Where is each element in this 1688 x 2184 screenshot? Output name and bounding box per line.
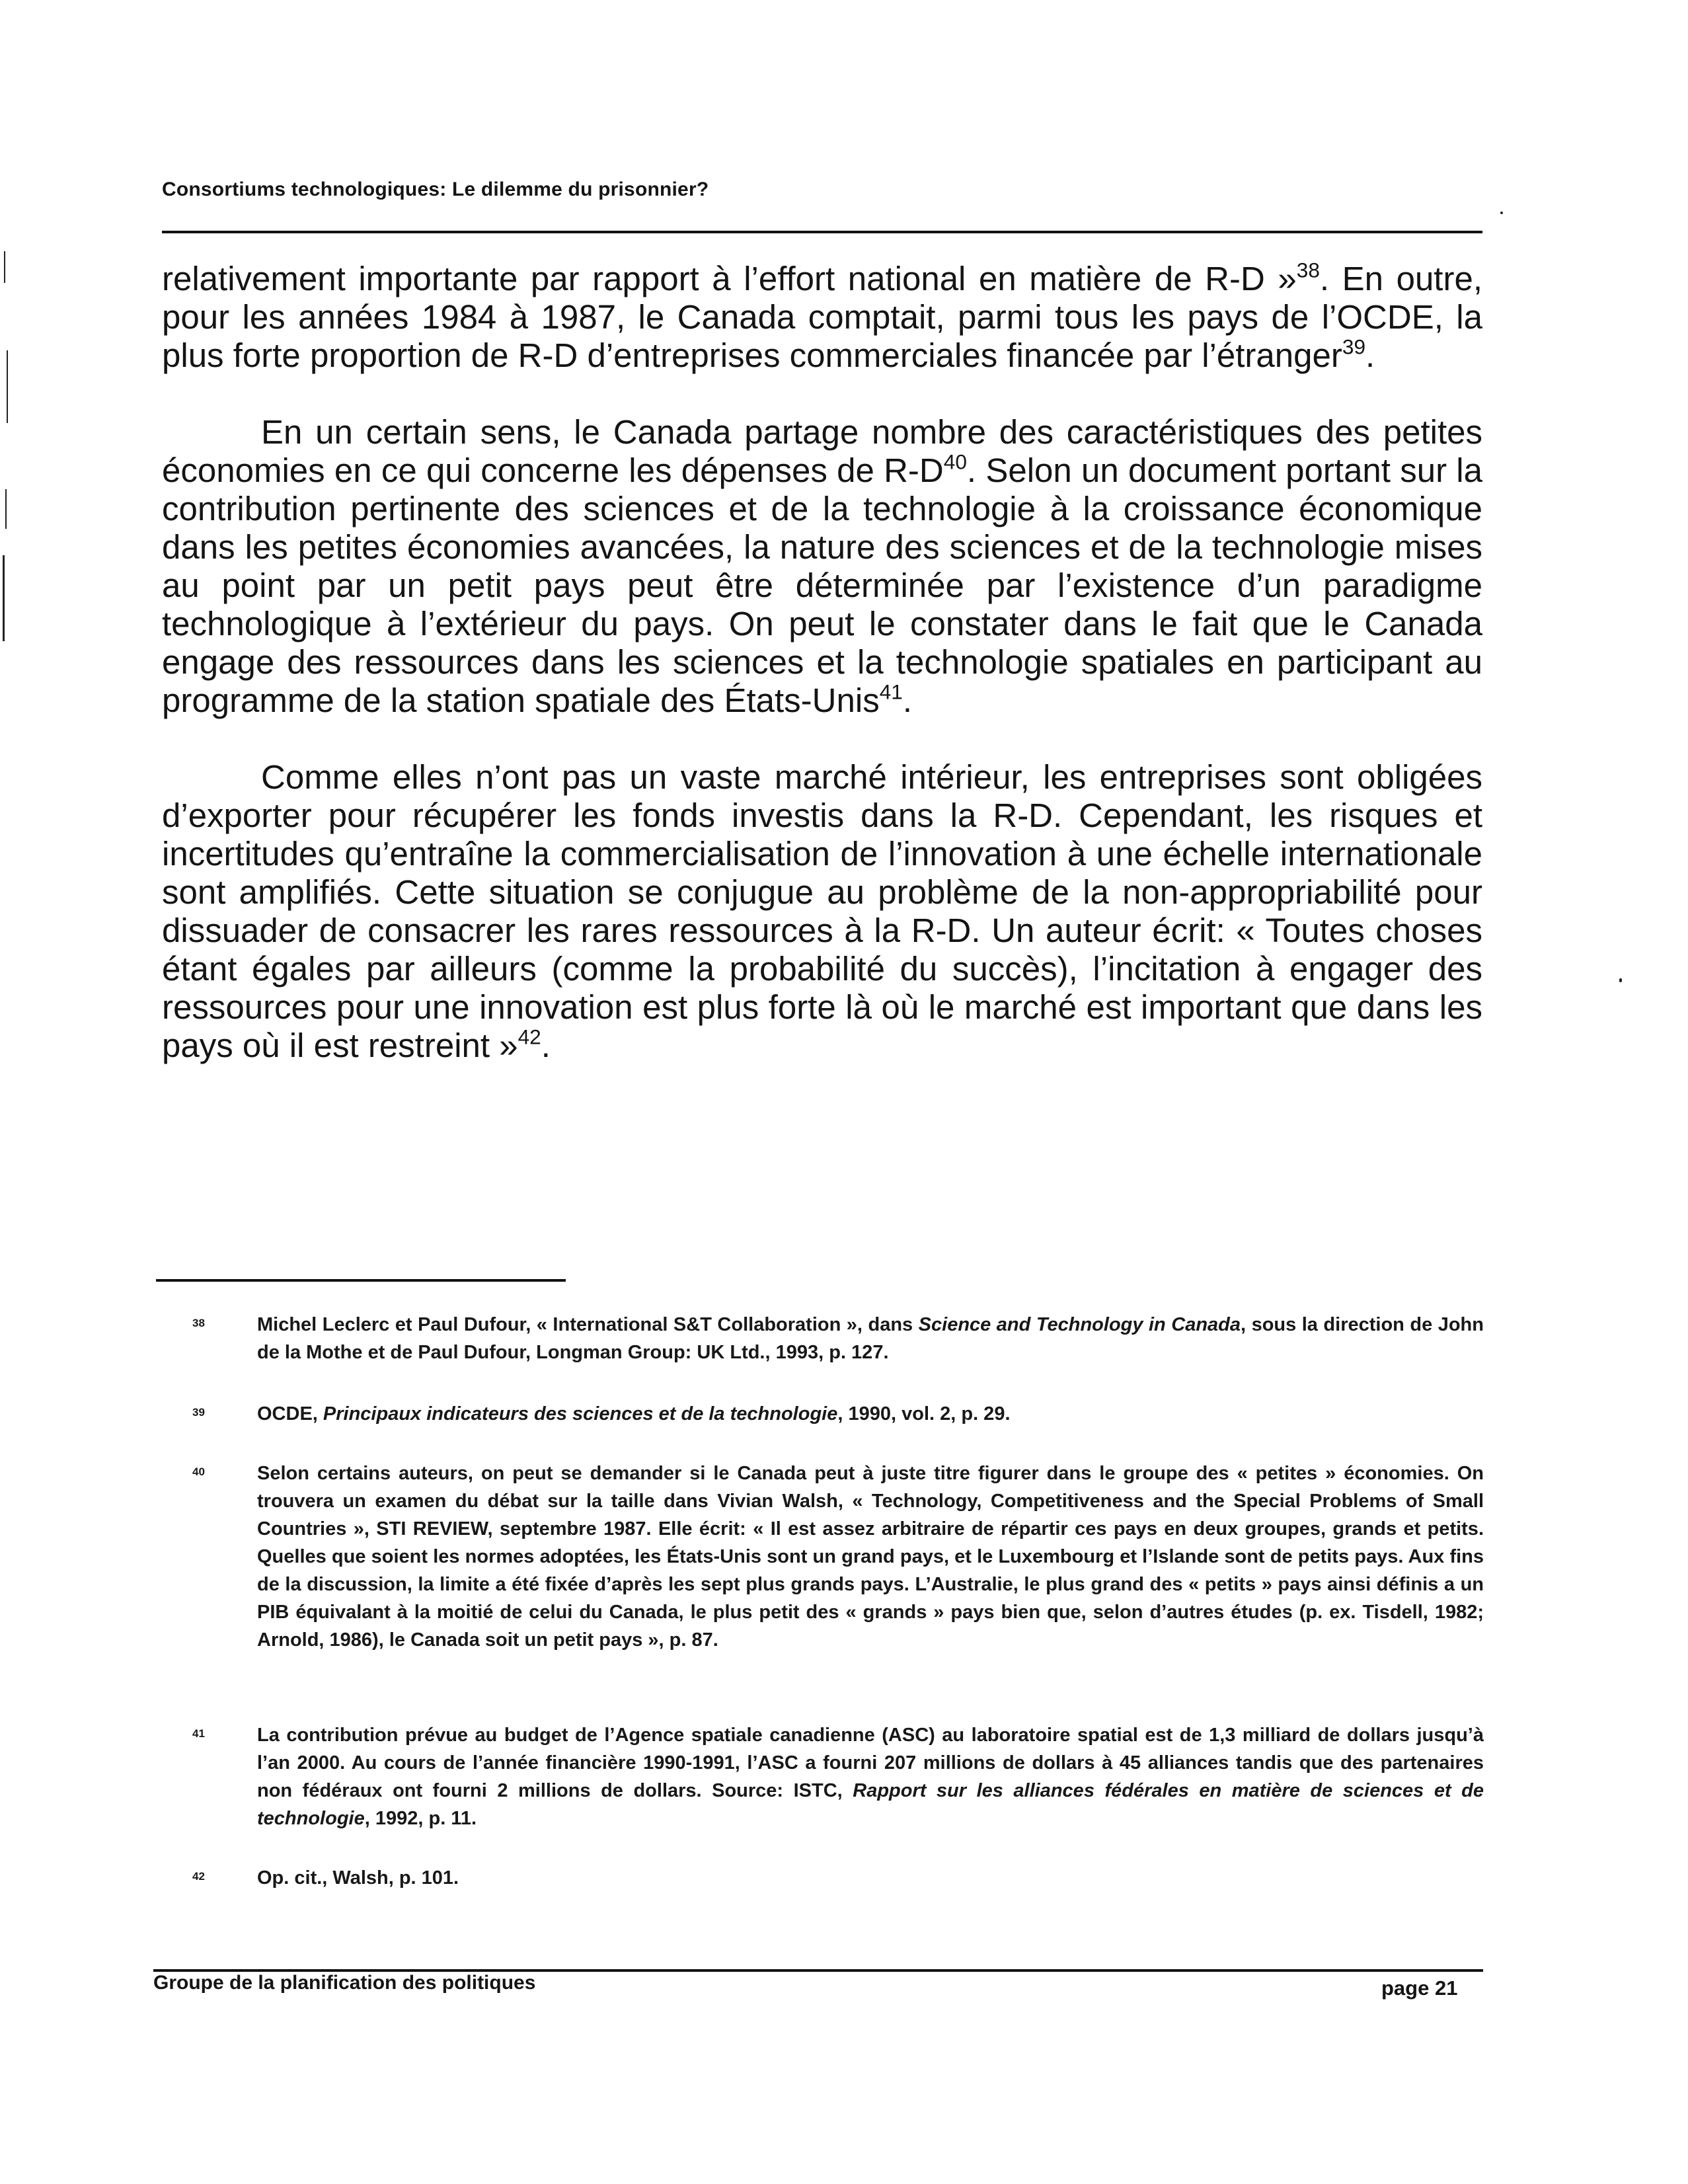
footnote-42-text: Op. cit., Walsh, p. 101. [257, 1867, 459, 1889]
footnote-40-text: Selon certains auteurs, on peut se demander si le Canada peut à juste titre figurer dans le groupe des « petites » économies. On trouvera un examen du débat sur la taille dans Vivian Walsh, « Technology, Competitiveness and the Special Problems of Small Countries », STI REVIEW, septembre 1987. Elle écrit: « Il est assez arbitraire de répartir ces pays en deux groupes, grands et petits. Quelles que soient les normes adoptées, les États-Unis sont un grand pays, et le Luxembourg et l’Islande sont de petits pays. Aux fins de la discussion, la limite a été fixée d’après les sept plus grands pays. L’Australie, le plus grand des « petits » pays ainsi définis a un PIB équivalant à la moitié de celui du Canada, le plus petit des « grands » pays bien que, selon d’autres études (p. ex. Tisdell, 1982; Arnold, 1986), le Canada soit un petit pays », p. 87. [257, 1463, 1484, 1651]
footnote-38-number: 38 [192, 1317, 205, 1329]
footnote-ref-39: 39 [1342, 334, 1366, 359]
paragraph-1 [162, 260, 1482, 375]
footnote-40 [162, 1460, 1484, 1654]
paragraph-2-text-b: . Selon un document portant sur la contribution pertinente des sciences et de la technologie à la croissance économique dans les petites économies avancées, la nature des sciences et de la technologie mises au point par un petit pays peut être déterminée par l’existence d’un paradigme technologique à l’extérieur du pays. On peut le constater dans le fait que le Canada engage des ressources dans les sciences et la technologie spatiales en participant au programme de la station spatiale des États-Unis [162, 451, 1482, 719]
footnote-ref-41: 41 [879, 680, 903, 704]
footnote-38-title: Science and Technology in Canada [918, 1314, 1241, 1335]
footnote-41-part-b: , 1992, p. 11. [364, 1808, 477, 1829]
footnote-38-text [257, 1311, 1484, 1366]
footnote-41-text [257, 1721, 1484, 1832]
footnote-41-title: Rapport sur les alliances fédérales en matière de sciences et de technologie [257, 1780, 1484, 1829]
footnote-42-number: 42 [192, 1870, 205, 1883]
scan-mark [5, 489, 7, 529]
scan-speck [1619, 978, 1622, 982]
footnote-ref-42: 42 [518, 1025, 541, 1049]
footnote-40-number: 40 [192, 1465, 205, 1478]
footnote-42 [162, 1864, 1484, 1892]
footnote-39-title: Principaux indicateurs des sciences et de la technologie [323, 1403, 838, 1424]
paragraph-1-text-c: . [1365, 336, 1375, 374]
footer-organization: Groupe de la planification des politiques [153, 1972, 536, 1994]
scan-speck [1500, 212, 1503, 214]
paragraph-3-text-a: Comme elles n’ont pas un vaste marché intérieur, les entreprises sont obligées d’exporter pour récupérer les fonds investis dans la R-D. Cependant, les risques et incertitudes qu’entraîne la commercialisation de l’innovation à une échelle internationale sont amplifiés. Cette situation se conjugue au problème de la non-appropriabilité pour dissuader de consacrer les rares ressources à la R-D. Un auteur écrit: « Toutes choses étant égales par ailleurs (comme la probabilité du succès), l’incitation à engager des ressources pour une innovation est plus forte là où le marché est important que dans les pays où il est restreint » [162, 758, 1482, 1064]
page-number: page 21 [1381, 1976, 1458, 2000]
paragraph-1-text-a: relativement importante par rapport à l’effort national en matière de R-D » [162, 260, 1297, 297]
paragraph-2-text-a: En un certain sens, le Canada partage nombre des caractéristiques des petites économies en ce qui concerne les dépenses de R-D [162, 413, 1482, 489]
footnote-39 [162, 1400, 1484, 1428]
header-rule [162, 231, 1482, 233]
scan-mark [3, 555, 5, 641]
footnote-41-number: 41 [192, 1727, 205, 1740]
scan-mark [4, 251, 5, 283]
footnote-38-part-b: , sous la direction de John de la Mothe et de Paul Dufour, Longman Group: UK Ltd., 1993, p. 127. [257, 1314, 1484, 1363]
body-text [162, 260, 1482, 1065]
running-header: Consortiums technologiques: Le dilemme du prisonnier? [162, 178, 709, 200]
footnote-ref-40: 40 [943, 449, 967, 474]
footnote-ref-38: 38 [1296, 258, 1320, 282]
footnote-38 [162, 1311, 1484, 1366]
paragraph-1-text-b: . En outre, pour les années 1984 à 1987, le Canada comptait, parmi tous les pays de l’OCDE, la plus forte proportion de R-D d’entreprises commerciales financée par l’étranger [162, 260, 1482, 374]
footnote-41-part-a: La contribution prévue au budget de l’Agence spatiale canadienne (ASC) au laboratoire spatial est de 1,3 milliard de dollars jusqu’à l’an 2000. Au cours de l’année financière 1990-1991, l’ASC a fourni 207 millions de dollars à 45 alliances tandis que des partenaires non fédéraux ont fourni 2 millions de dollars. Source: ISTC, [257, 1725, 1484, 1801]
footnote-39-part-a: OCDE, [257, 1403, 323, 1424]
paragraph-2 [162, 413, 1482, 720]
paragraph-3 [162, 758, 1482, 1065]
footnote-41 [162, 1721, 1484, 1832]
footnote-39-text [257, 1400, 1484, 1428]
paragraph-3-text-b: . [541, 1027, 551, 1064]
footnote-39-part-b: , 1990, vol. 2, p. 29. [837, 1403, 1011, 1424]
footnote-38-part-a: Michel Leclerc et Paul Dufour, « International S&T Collaboration », dans [257, 1314, 919, 1335]
scan-mark [7, 350, 8, 423]
paragraph-2-text-c: . [902, 682, 913, 719]
footnote-39-number: 39 [192, 1406, 205, 1419]
footnote-separator [156, 1279, 566, 1282]
